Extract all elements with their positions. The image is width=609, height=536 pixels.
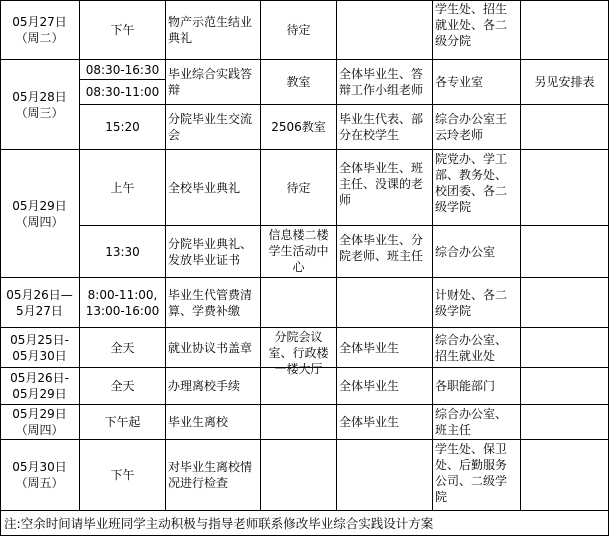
cell-organizer[interactable]: 学生处、保卫处、后勤服务公司、二级学院 bbox=[433, 440, 521, 511]
cell-date[interactable]: 05月29日 （周四） bbox=[0, 150, 80, 278]
cell-time[interactable]: 下午 bbox=[80, 440, 166, 511]
cell-time[interactable]: 上午 bbox=[80, 150, 166, 226]
cell-remark[interactable] bbox=[521, 226, 609, 278]
cell-date[interactable]: 05月26日- 05月29日 bbox=[0, 368, 80, 405]
cell-event[interactable]: 分院毕业生交流会 bbox=[166, 105, 261, 150]
cell-event[interactable]: 毕业生代管费清算、学费补缴 bbox=[166, 278, 261, 328]
footnote[interactable]: 注:空余时间请毕业班同学主动积极与指导老师联系修改毕业综合实践设计方案 bbox=[0, 511, 609, 536]
cell-date[interactable]: 05月29日 （周四） bbox=[0, 405, 80, 440]
cell-organizer[interactable]: 综合办公室 bbox=[433, 226, 521, 278]
cell-event[interactable]: 全校毕业典礼 bbox=[166, 150, 261, 226]
cell-organizer[interactable]: 学生处、招生就业处、各二级分院 bbox=[433, 0, 521, 60]
cell-organizer[interactable]: 综合办公室、班主任 bbox=[433, 405, 521, 440]
cell-participants[interactable]: 全体毕业生、分院老师、班主任 bbox=[337, 226, 433, 278]
cell-remark[interactable]: 另见安排表 bbox=[521, 60, 609, 105]
cell-organizer[interactable]: 综合办公室王云玲老师 bbox=[433, 105, 521, 150]
cell-time[interactable]: 13:30 bbox=[80, 226, 166, 278]
cell-event[interactable]: 毕业生离校 bbox=[166, 405, 261, 440]
cell-time[interactable]: 08:30-11:00 bbox=[80, 80, 166, 105]
cell-remark[interactable] bbox=[521, 440, 609, 511]
cell-date[interactable]: 05月28日 （周三） bbox=[0, 60, 80, 150]
cell-organizer[interactable]: 计财处、各二级学院 bbox=[433, 278, 521, 328]
cell-location[interactable]: 待定 bbox=[261, 150, 337, 226]
cell-date[interactable]: 05月26日— 5月27日 bbox=[0, 278, 80, 328]
cell-location[interactable]: 信息楼二楼学生活动中心 bbox=[261, 226, 337, 278]
cell-organizer[interactable]: 综合办公室、招生就业处 bbox=[433, 328, 521, 368]
cell-organizer[interactable]: 各职能部门 bbox=[433, 368, 521, 405]
cell-event[interactable]: 毕业综合实践答辩 bbox=[166, 60, 261, 105]
cell-participants[interactable]: 全体毕业生、班主任、没课的老师 bbox=[337, 150, 433, 226]
cell-organizer[interactable]: 各专业室 bbox=[433, 60, 521, 105]
cell-location[interactable] bbox=[261, 405, 337, 440]
cell-date[interactable]: 05月27日 （周二） bbox=[0, 0, 80, 60]
cell-participants[interactable] bbox=[337, 0, 433, 60]
cell-location[interactable] bbox=[261, 440, 337, 511]
cell-date[interactable]: 05月30日 （周五） bbox=[0, 440, 80, 511]
cell-event[interactable]: 分院毕业典礼、发放毕业证书 bbox=[166, 226, 261, 278]
cell-remark[interactable] bbox=[521, 405, 609, 440]
cell-location[interactable] bbox=[261, 368, 337, 405]
cell-remark[interactable] bbox=[521, 105, 609, 150]
cell-location[interactable]: 分院会议室、行政楼一楼大厅 bbox=[261, 328, 337, 368]
cell-time[interactable]: 下午起 bbox=[80, 405, 166, 440]
cell-location[interactable]: 教室 bbox=[261, 60, 337, 105]
cell-participants[interactable]: 全体毕业生 bbox=[337, 328, 433, 368]
cell-location[interactable] bbox=[261, 278, 337, 328]
cell-participants[interactable]: 全体毕业生、答辩工作小组老师 bbox=[337, 60, 433, 105]
cell-participants[interactable]: 全体毕业生 bbox=[337, 405, 433, 440]
cell-time[interactable]: 下午 bbox=[80, 0, 166, 60]
cell-time[interactable]: 15:20 bbox=[80, 105, 166, 150]
cell-time[interactable]: 全天 bbox=[80, 328, 166, 368]
cell-location[interactable]: 2506教室 bbox=[261, 105, 337, 150]
cell-time[interactable]: 08:30-16:30 bbox=[80, 60, 166, 80]
cell-location[interactable]: 待定 bbox=[261, 0, 337, 60]
cell-participants[interactable]: 毕业生代表、部分在校学生 bbox=[337, 105, 433, 150]
cell-date[interactable]: 05月25日- 05月30日 bbox=[0, 328, 80, 368]
cell-remark[interactable] bbox=[521, 328, 609, 368]
cell-remark[interactable] bbox=[521, 0, 609, 60]
cell-organizer[interactable]: 院党办、学工部、教务处、校团委、各二级学院 bbox=[433, 150, 521, 226]
cell-time[interactable]: 8:00-11:00, 13:00-16:00 bbox=[80, 278, 166, 328]
cell-participants[interactable]: 全体毕业生 bbox=[337, 368, 433, 405]
cell-event[interactable]: 办理离校手续 bbox=[166, 368, 261, 405]
cell-remark[interactable] bbox=[521, 278, 609, 328]
cell-event[interactable]: 物产示范生结业典礼 bbox=[166, 0, 261, 60]
cell-remark[interactable] bbox=[521, 150, 609, 226]
cell-event[interactable]: 就业协议书盖章 bbox=[166, 328, 261, 368]
cell-participants[interactable] bbox=[337, 278, 433, 328]
cell-remark[interactable] bbox=[521, 368, 609, 405]
cell-participants[interactable] bbox=[337, 440, 433, 511]
cell-event[interactable]: 对毕业生离校情况进行检查 bbox=[166, 440, 261, 511]
cell-time[interactable]: 全天 bbox=[80, 368, 166, 405]
